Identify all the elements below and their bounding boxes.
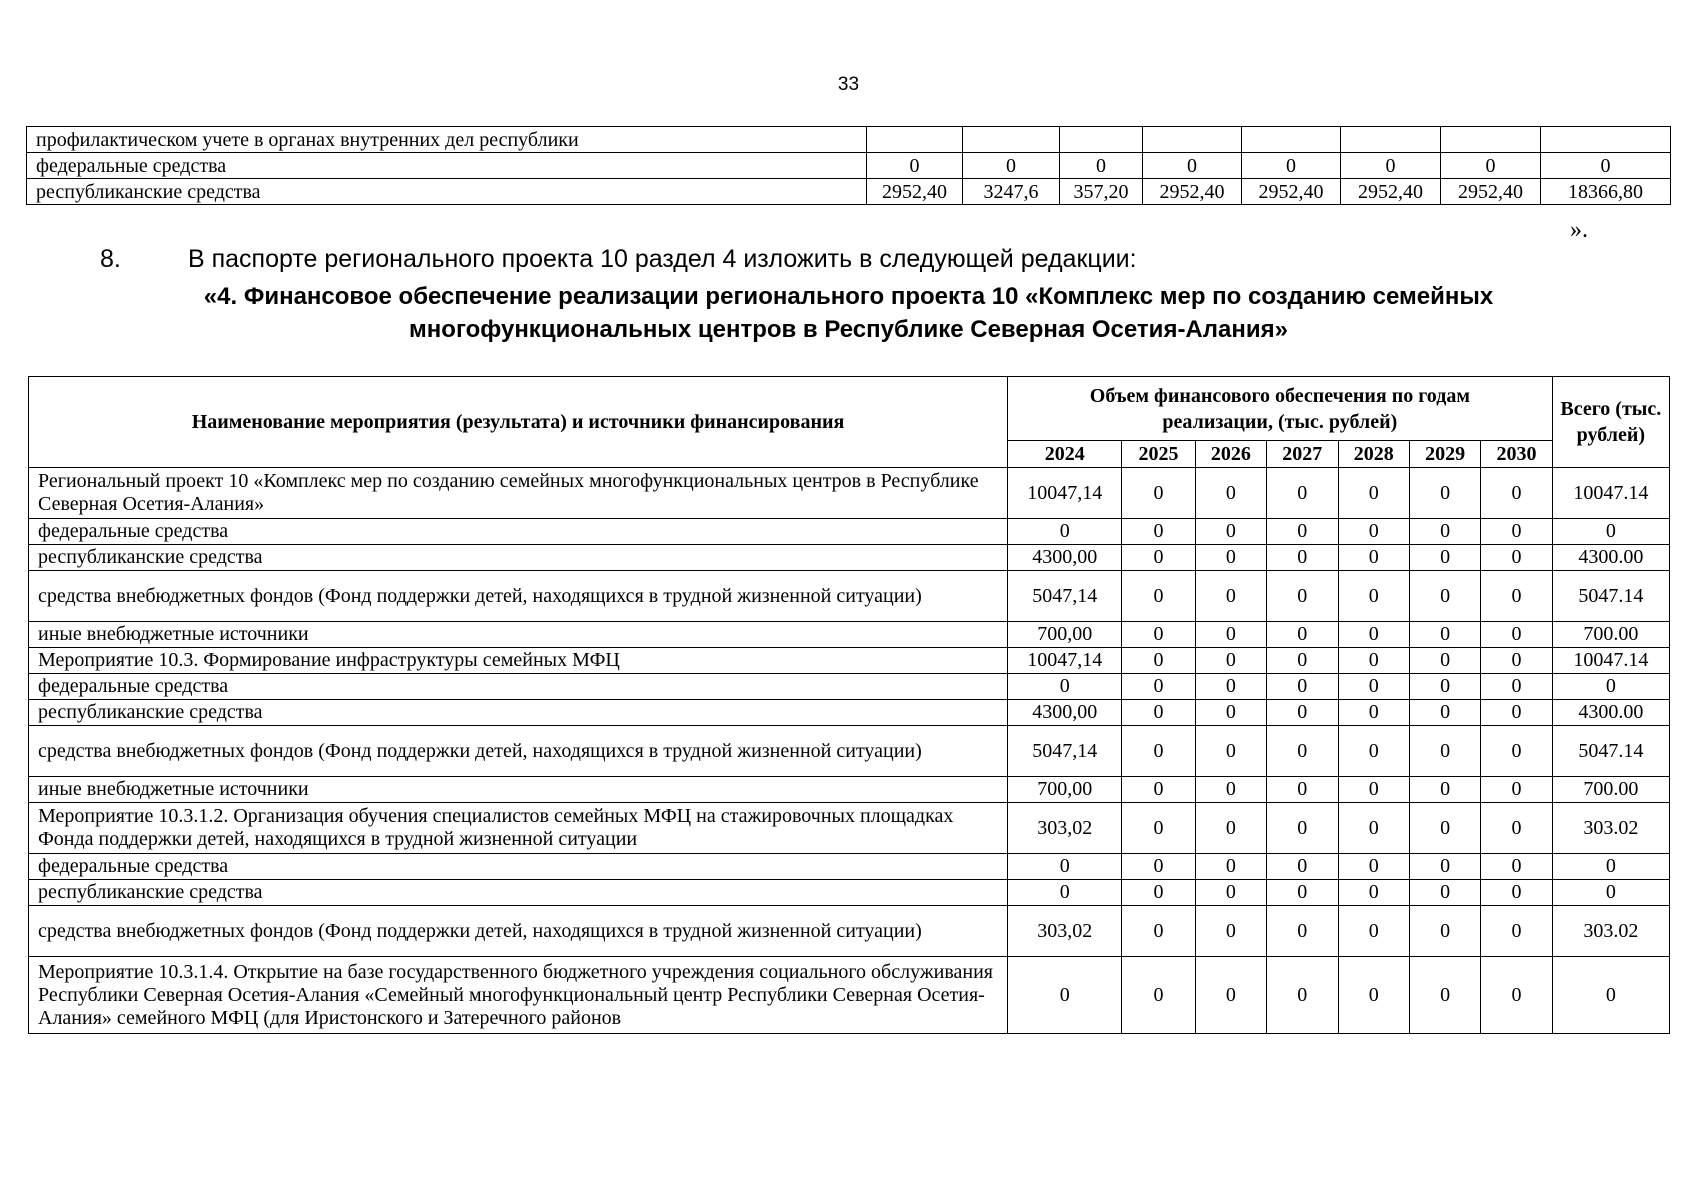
row-value: 0: [1409, 622, 1480, 648]
page-number: 33: [837, 74, 860, 95]
row-value: 0: [1409, 777, 1480, 803]
header-total-column: Всего (тыс. рублей): [1552, 377, 1669, 468]
row-value: 0: [1195, 854, 1266, 880]
row-total: 0: [1552, 854, 1669, 880]
row-label: Мероприятие 10.3.1.2. Организация обучения специалистов семейных МФЦ на стажировочных площадках Фонда поддержки детей, находящихся в трудной жизненной ситуации: [29, 803, 1008, 854]
row-value: 0: [1409, 674, 1480, 700]
row-value: 0: [1122, 906, 1195, 957]
table-row: [29, 777, 1670, 803]
row-value: 0: [1195, 906, 1266, 957]
row-label: средства внебюджетных фондов (Фонд поддержки детей, находящихся в трудной жизненной ситуации): [29, 906, 1008, 957]
row-value: 0: [1409, 700, 1480, 726]
row-value: 0: [1267, 674, 1338, 700]
closing-quote: ».: [1570, 217, 1588, 243]
row-label: федеральные средства: [27, 153, 867, 179]
row-value: 0: [1409, 957, 1480, 1034]
table-row: [29, 854, 1670, 880]
instruction-text: В паспорте регионального проекта 10 раздел 4 изложить в следующей редакции:: [188, 245, 1137, 273]
row-value: 0: [1338, 777, 1409, 803]
row-value: 3247,6: [963, 179, 1060, 205]
row-value: 2952,40: [1143, 179, 1242, 205]
row-value: 0: [1195, 545, 1266, 571]
top-table-row: [27, 153, 1671, 179]
row-value: 0: [1122, 777, 1195, 803]
row-value: 0: [867, 153, 963, 179]
row-value: 2952,40: [1242, 179, 1341, 205]
row-value: 5047,14: [1008, 571, 1122, 622]
row-value: 0: [1481, 622, 1552, 648]
header-year-2027: 2027: [1267, 441, 1338, 468]
row-value: 0: [1409, 880, 1480, 906]
header-name-column: Наименование мероприятия (результата) и источники финансирования: [29, 377, 1008, 468]
row-value: 0: [1008, 519, 1122, 545]
row-value: 2952,40: [1441, 179, 1541, 205]
header-year-2025: 2025: [1122, 441, 1195, 468]
row-value: 0: [1267, 880, 1338, 906]
row-value: 0: [1481, 726, 1552, 777]
row-value: 0: [1338, 880, 1409, 906]
row-value: [963, 127, 1060, 153]
row-label: республиканские средства: [29, 700, 1008, 726]
row-value: [1242, 127, 1341, 153]
row-value: 0: [1267, 726, 1338, 777]
row-value: 0: [1338, 803, 1409, 854]
row-value: 0: [1267, 700, 1338, 726]
row-total: 0: [1552, 519, 1669, 545]
row-total: 303.02: [1552, 906, 1669, 957]
row-value: 0: [1195, 674, 1266, 700]
row-value: 0: [1242, 153, 1341, 179]
row-label: федеральные средства: [29, 519, 1008, 545]
row-value: 10047,14: [1008, 468, 1122, 519]
row-value: 0: [1338, 674, 1409, 700]
row-value: 0: [1122, 674, 1195, 700]
row-value: 0: [1267, 545, 1338, 571]
row-value: 0: [1481, 545, 1552, 571]
row-value: 0: [1267, 803, 1338, 854]
row-value: 0: [1060, 153, 1143, 179]
row-value: 0: [1195, 777, 1266, 803]
financing-table: [28, 376, 1670, 1034]
row-value: 0: [1409, 906, 1480, 957]
table-row: [29, 957, 1670, 1034]
table-row: [29, 906, 1670, 957]
table-row: [29, 674, 1670, 700]
row-value: 0: [1338, 622, 1409, 648]
row-total: 4300.00: [1552, 700, 1669, 726]
row-value: 0: [1267, 622, 1338, 648]
row-value: 0: [1409, 726, 1480, 777]
row-label: средства внебюджетных фондов (Фонд поддержки детей, находящихся в трудной жизненной ситуации): [29, 726, 1008, 777]
row-label: Мероприятие 10.3.1.4. Открытие на базе государственного бюджетного учреждения социального обслуживания Республики Северная Осетия-Алания «Семейный многофункциональный центр Республики Северная Осетия-Алания» семейного МФЦ (для Иристонского и Затеречного районов: [29, 957, 1008, 1034]
table-row: [29, 545, 1670, 571]
row-value: 0: [1409, 519, 1480, 545]
row-value: 0: [1409, 571, 1480, 622]
header-year-2024: 2024: [1008, 441, 1122, 468]
header-volume-column: Объем финансового обеспечения по годам реализации, (тыс. рублей): [1008, 377, 1553, 441]
row-label: республиканские средства: [29, 545, 1008, 571]
row-value: 0: [1195, 957, 1266, 1034]
instruction-number: 8.: [100, 245, 121, 273]
row-value: 0: [963, 153, 1060, 179]
header-year-2030: 2030: [1481, 441, 1552, 468]
row-total: 0: [1552, 957, 1669, 1034]
row-value: 0: [1481, 906, 1552, 957]
row-value: 0: [1267, 468, 1338, 519]
header-year-2026: 2026: [1195, 441, 1266, 468]
row-total: 5047.14: [1552, 726, 1669, 777]
row-value: 0: [1338, 854, 1409, 880]
row-value: 357,20: [1060, 179, 1143, 205]
row-value: 0: [1338, 571, 1409, 622]
row-value: [1143, 127, 1242, 153]
row-value: 0: [1122, 957, 1195, 1034]
row-value: 0: [1195, 880, 1266, 906]
row-value: 0: [1195, 803, 1266, 854]
row-value: 303,02: [1008, 906, 1122, 957]
row-value: 0: [1481, 468, 1552, 519]
row-value: 0: [1441, 153, 1541, 179]
row-value: 0: [1338, 906, 1409, 957]
header-year-2028: 2028: [1338, 441, 1409, 468]
row-value: 0: [1481, 880, 1552, 906]
table-row: [29, 648, 1670, 674]
row-value: 303,02: [1008, 803, 1122, 854]
row-value: 0: [1338, 700, 1409, 726]
row-label: Региональный проект 10 «Комплекс мер по созданию семейных многофункциональных центров в Республике Северная Осетия-Алания»: [29, 468, 1008, 519]
row-value: [1441, 127, 1541, 153]
row-value: [1541, 127, 1671, 153]
row-value: 0: [1122, 571, 1195, 622]
row-value: 0: [1122, 726, 1195, 777]
row-total: 0: [1552, 880, 1669, 906]
row-value: 0: [1008, 674, 1122, 700]
row-label: республиканские средства: [27, 179, 867, 205]
row-value: 0: [1481, 571, 1552, 622]
row-value: 0: [1341, 153, 1441, 179]
row-value: 4300,00: [1008, 545, 1122, 571]
section-title-line-2: многофункциональных центров в Республике Северная Осетия-Алания»: [409, 316, 1288, 343]
row-value: 0: [1409, 854, 1480, 880]
row-total: 700.00: [1552, 777, 1669, 803]
row-value: 4300,00: [1008, 700, 1122, 726]
row-label: федеральные средства: [29, 674, 1008, 700]
row-value: 0: [1338, 519, 1409, 545]
row-value: 18366,80: [1541, 179, 1671, 205]
row-value: 0: [1338, 648, 1409, 674]
row-label: иные внебюджетные источники: [29, 622, 1008, 648]
top-table-row: [27, 127, 1671, 153]
row-value: 0: [1008, 854, 1122, 880]
row-total: 0: [1552, 674, 1669, 700]
row-value: 0: [1267, 906, 1338, 957]
row-value: 0: [1195, 571, 1266, 622]
row-label: средства внебюджетных фондов (Фонд поддержки детей, находящихся в трудной жизненной ситуации): [29, 571, 1008, 622]
row-value: 0: [1481, 519, 1552, 545]
instruction-paragraph: [100, 244, 1137, 274]
row-value: 0: [1267, 777, 1338, 803]
row-value: 0: [1409, 468, 1480, 519]
row-value: 0: [1409, 545, 1480, 571]
row-value: 0: [1541, 153, 1671, 179]
row-value: 700,00: [1008, 622, 1122, 648]
table-row: [29, 519, 1670, 545]
table-row: [29, 468, 1670, 519]
row-total: 4300.00: [1552, 545, 1669, 571]
table-row: [29, 880, 1670, 906]
row-value: 0: [1267, 854, 1338, 880]
row-value: 0: [1008, 880, 1122, 906]
row-value: 0: [1195, 519, 1266, 545]
top-table-row: [27, 179, 1671, 205]
row-value: 0: [1143, 153, 1242, 179]
row-value: 0: [1122, 545, 1195, 571]
row-value: 0: [1195, 468, 1266, 519]
header-year-2029: 2029: [1409, 441, 1480, 468]
row-total: 10047.14: [1552, 648, 1669, 674]
row-value: 5047,14: [1008, 726, 1122, 777]
row-label: республиканские средства: [29, 880, 1008, 906]
row-value: 0: [1481, 648, 1552, 674]
row-value: 0: [1481, 674, 1552, 700]
row-value: 0: [1409, 648, 1480, 674]
row-value: 0: [1008, 957, 1122, 1034]
row-value: 2952,40: [1341, 179, 1441, 205]
row-value: 0: [1481, 854, 1552, 880]
row-label: Мероприятие 10.3. Формирование инфраструктуры семейных МФЦ: [29, 648, 1008, 674]
row-value: [1060, 127, 1143, 153]
row-value: 0: [1195, 648, 1266, 674]
row-value: 0: [1267, 957, 1338, 1034]
row-value: 0: [1267, 519, 1338, 545]
row-total: 700.00: [1552, 622, 1669, 648]
row-value: 0: [1338, 957, 1409, 1034]
row-value: 0: [1122, 648, 1195, 674]
row-value: 0: [1122, 854, 1195, 880]
row-value: 0: [1481, 700, 1552, 726]
top-table: [26, 126, 1671, 205]
row-label: иные внебюджетные источники: [29, 777, 1008, 803]
row-value: 0: [1409, 803, 1480, 854]
row-total: 5047.14: [1552, 571, 1669, 622]
row-value: 0: [1195, 726, 1266, 777]
row-value: 0: [1267, 648, 1338, 674]
row-value: 0: [1267, 571, 1338, 622]
row-value: 0: [1122, 519, 1195, 545]
row-value: 0: [1481, 803, 1552, 854]
row-value: 0: [1122, 468, 1195, 519]
row-value: 0: [1195, 700, 1266, 726]
row-value: [1341, 127, 1441, 153]
table-row: [29, 571, 1670, 622]
row-total: 10047.14: [1552, 468, 1669, 519]
row-value: 0: [1338, 545, 1409, 571]
row-value: 0: [1122, 880, 1195, 906]
row-label: федеральные средства: [29, 854, 1008, 880]
row-value: 0: [1122, 700, 1195, 726]
table-row: [29, 700, 1670, 726]
row-value: 0: [1122, 803, 1195, 854]
table-row: [29, 622, 1670, 648]
row-value: 0: [1481, 777, 1552, 803]
row-value: 0: [1195, 622, 1266, 648]
row-value: [867, 127, 963, 153]
row-value: 0: [1481, 957, 1552, 1034]
section-title: [0, 280, 1697, 346]
row-value: 10047,14: [1008, 648, 1122, 674]
row-value: 0: [1122, 622, 1195, 648]
row-value: 0: [1338, 726, 1409, 777]
table-row: [29, 726, 1670, 777]
section-title-line-1: «4. Финансовое обеспечение реализации регионального проекта 10 «Комплекс мер по созданию семейных: [203, 283, 1494, 310]
row-total: 303.02: [1552, 803, 1669, 854]
row-label: профилактическом учете в органах внутренних дел республики: [27, 127, 867, 153]
row-value: 700,00: [1008, 777, 1122, 803]
table-row: [29, 803, 1670, 854]
row-value: 2952,40: [867, 179, 963, 205]
row-value: 0: [1338, 468, 1409, 519]
